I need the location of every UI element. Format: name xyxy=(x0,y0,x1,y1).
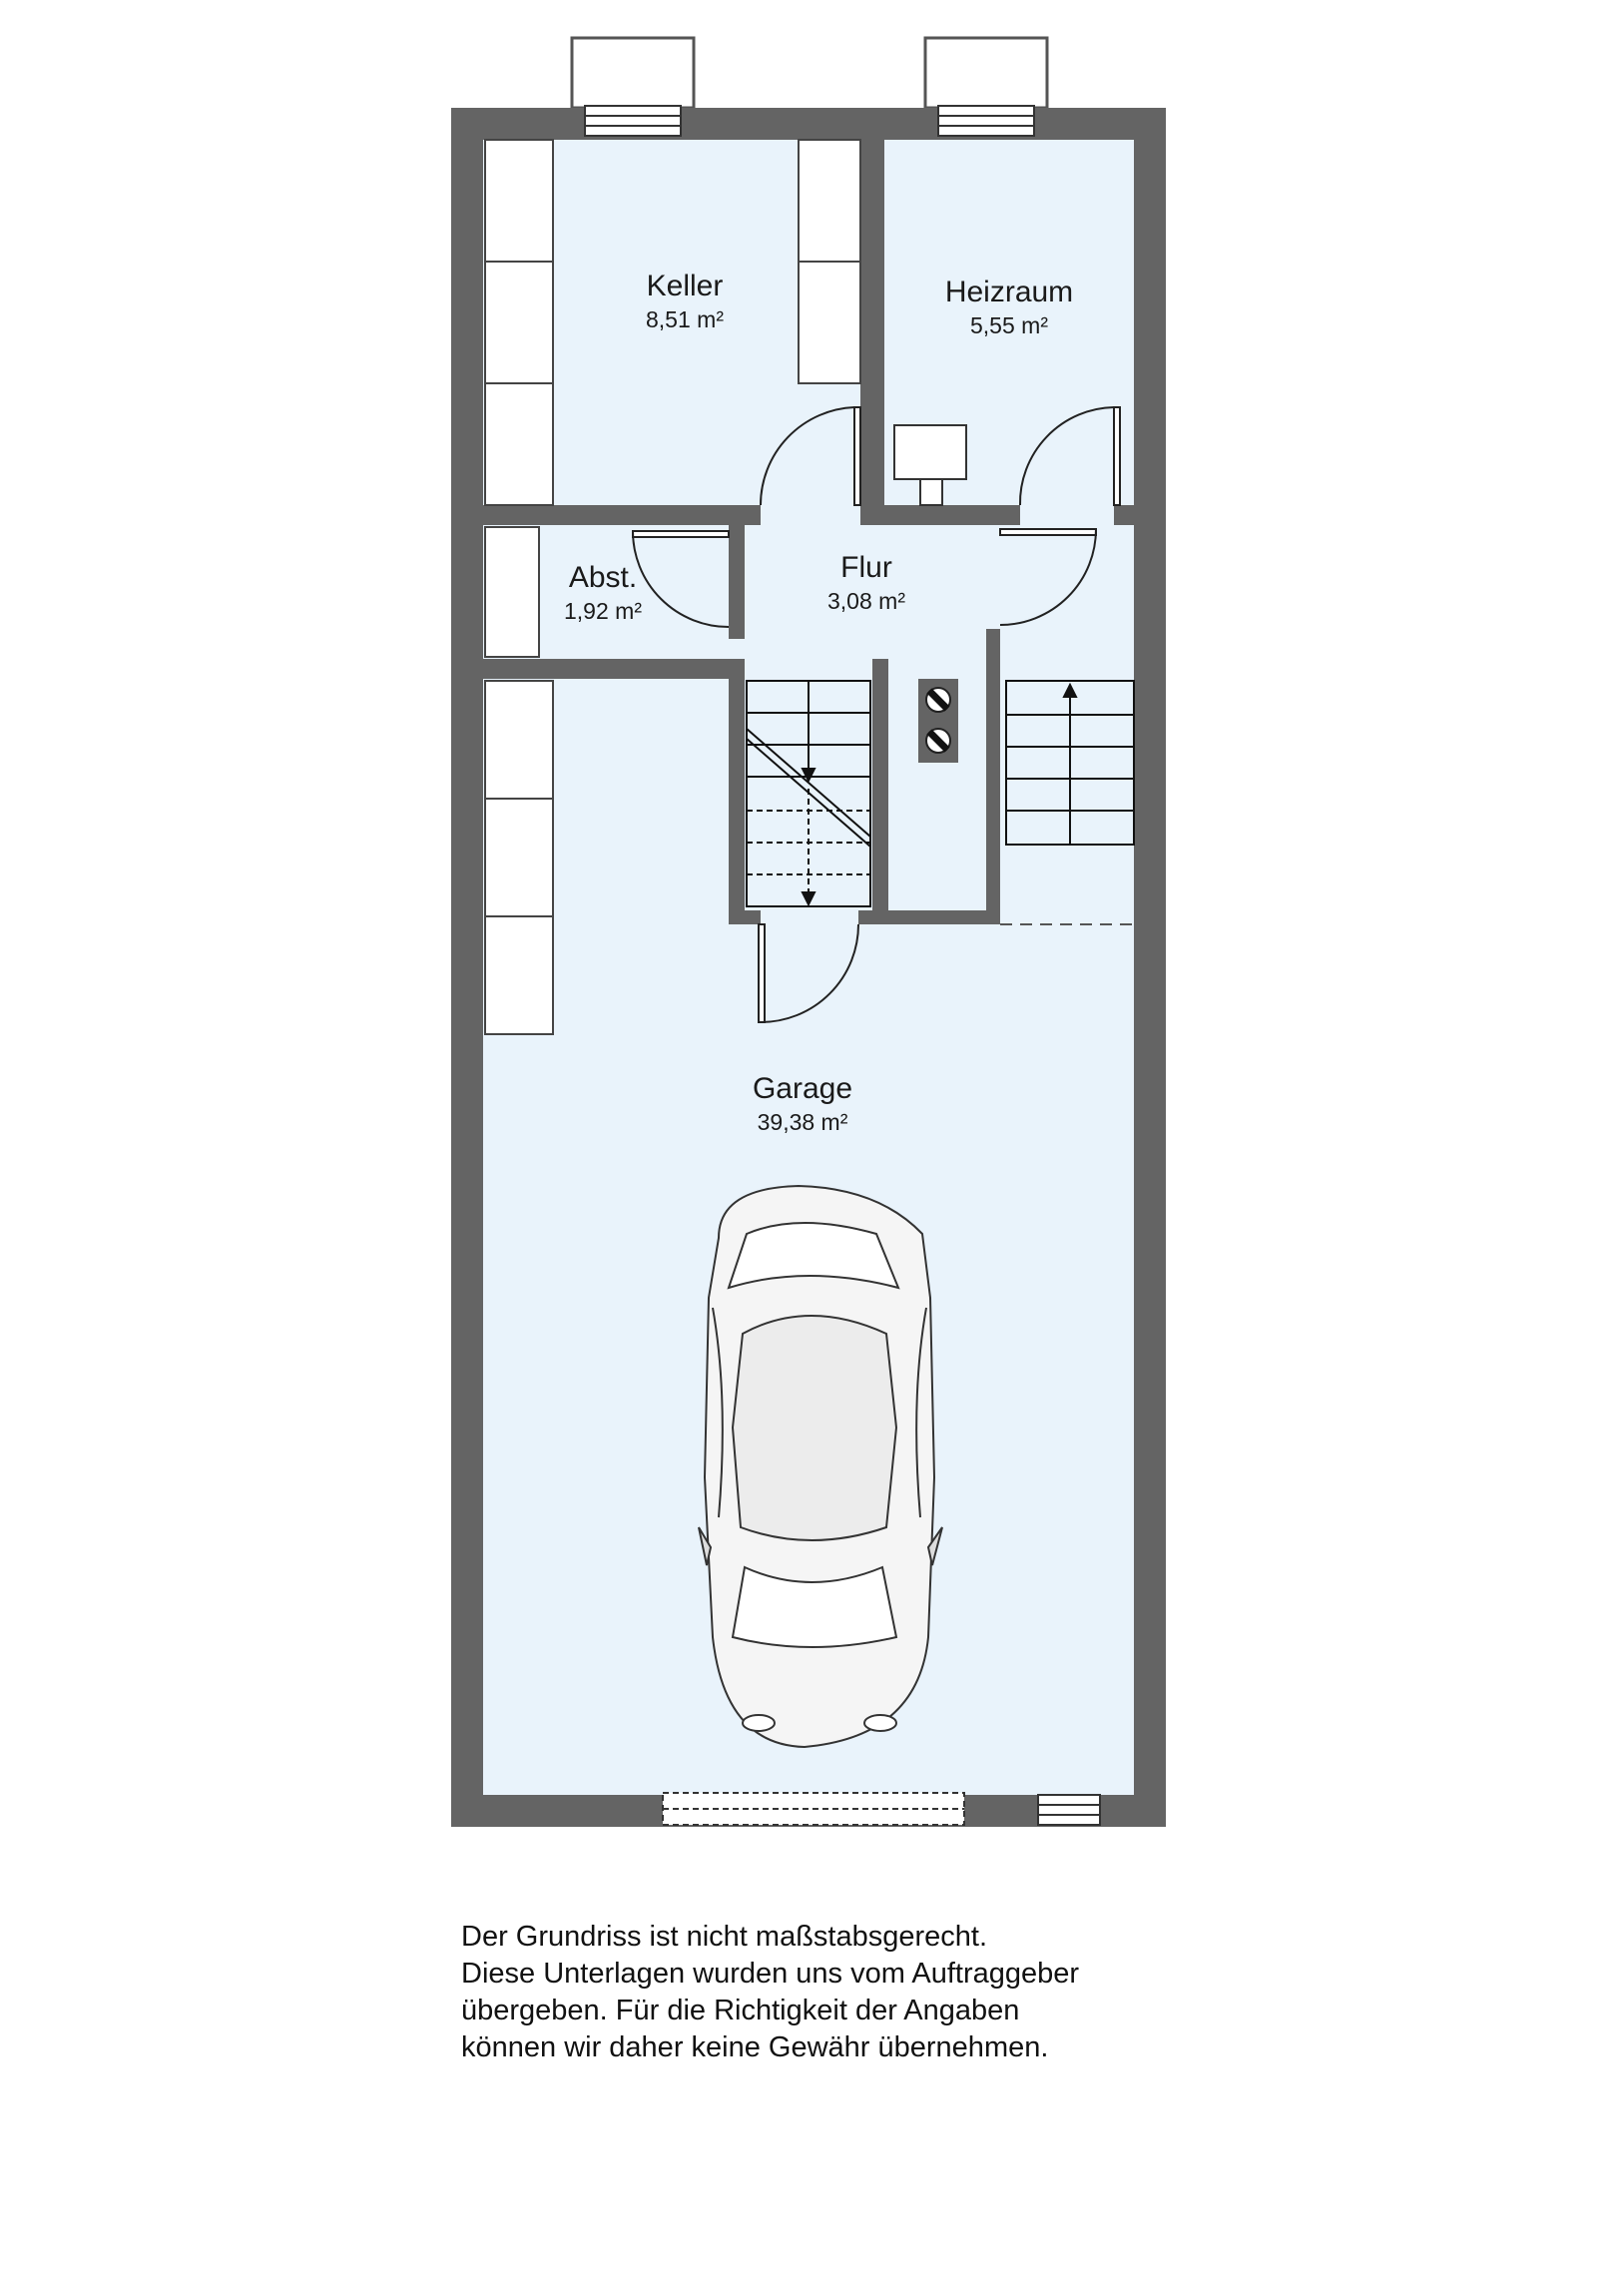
garage-door xyxy=(663,1793,964,1825)
light-well-left xyxy=(572,38,694,108)
room-name-keller: Keller xyxy=(646,270,724,302)
room-area-flur: 3,08 m² xyxy=(827,588,905,614)
room-name-garage: Garage xyxy=(752,1072,853,1105)
light-well-right xyxy=(925,38,1047,108)
room-area-garage: 39,38 m² xyxy=(757,1109,848,1135)
stairs-icon xyxy=(1006,681,1134,845)
disclaimer-text xyxy=(461,1919,1359,2066)
room-name-heizraum: Heizraum xyxy=(944,276,1074,308)
disclaimer-line: Der Grundriss ist nicht maßstabsgerecht. xyxy=(461,1921,988,1953)
disclaimer-line: Diese Unterlagen wurden uns vom Auftraggeber xyxy=(461,1958,1080,1990)
chimney-icon xyxy=(918,679,958,763)
room-area-keller: 8,51 m² xyxy=(646,306,724,332)
light-wells xyxy=(572,38,1047,108)
car-icon xyxy=(699,1186,942,1747)
disclaimer-line: übergeben. Für die Richtigkeit der Angaben xyxy=(461,1995,1020,2026)
room-name-abst: Abst. xyxy=(568,561,638,594)
window-icon xyxy=(1038,1795,1100,1825)
disclaimer-line: können wir daher keine Gewähr übernehmen. xyxy=(461,2031,1049,2063)
stairs-icon xyxy=(747,681,870,906)
room-area-heizraum: 5,55 m² xyxy=(970,312,1048,338)
room-area-abst: 1,92 m² xyxy=(564,598,642,624)
room-name-flur: Flur xyxy=(840,551,892,584)
